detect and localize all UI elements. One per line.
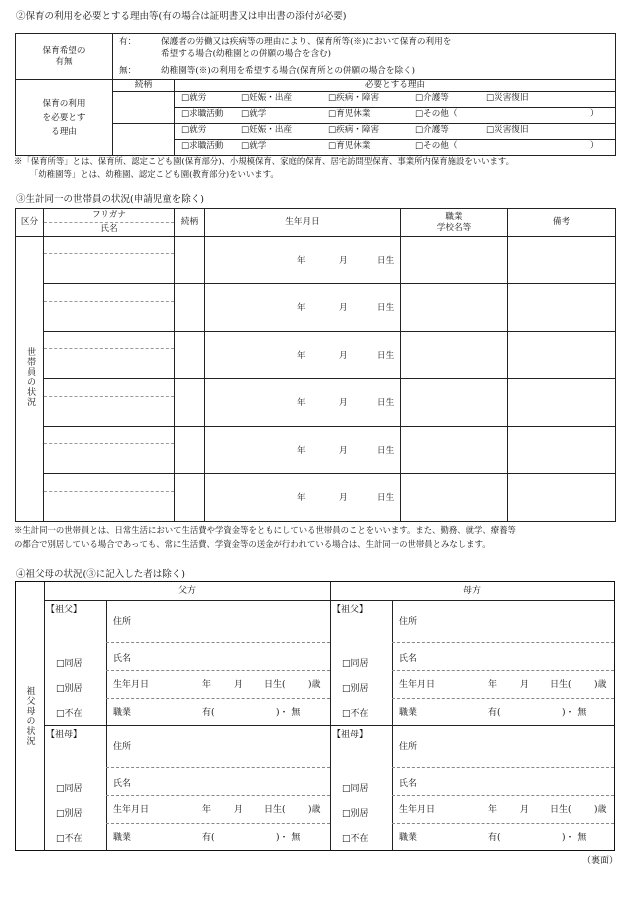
relation-cell-2[interactable]	[113, 124, 175, 156]
father-grandmother-address-field[interactable]: 住所	[106, 725, 330, 768]
father-grandmother-bekkyo-checkbox[interactable]: □別居	[56, 809, 83, 819]
member-relation-2[interactable]	[175, 284, 205, 331]
member-job-3[interactable]	[401, 331, 508, 378]
mother-grandfather-block	[330, 600, 614, 726]
col-kubun: 区分	[16, 209, 44, 237]
member-birth-4[interactable]: 年 月 日生	[205, 379, 401, 426]
member-row	[16, 237, 616, 254]
father-grandmother-job-field[interactable]: 職業 有( )・ 無	[113, 833, 301, 843]
member-furigana-2[interactable]	[44, 284, 175, 301]
mother-grandfather-name-field[interactable]: 氏名	[392, 642, 614, 671]
member-note-4[interactable]	[508, 379, 616, 426]
footer-ura: （裏面）	[582, 856, 619, 866]
member-note-2[interactable]	[508, 284, 616, 331]
yes-text-line2: 希望する場合(幼稚園との併願の場合を含む)	[161, 49, 331, 60]
section2-note1: ※「保育所等」とは、保育所、認定こども園(保育部分)、小規模保育、家庭的保育、居宅訪問型保育、事業所内保育施設をいいます。	[14, 156, 514, 166]
father-grandfather-name-field[interactable]: 氏名	[106, 642, 330, 671]
father-grandfather-dokyo-checkbox[interactable]: □同居	[56, 659, 83, 669]
mother-grandfather-address-field[interactable]: 住所	[392, 600, 614, 643]
member-row	[16, 331, 616, 348]
member-relation-1[interactable]	[175, 237, 205, 284]
mother-grandmother-fuzai-checkbox[interactable]: □不在	[342, 834, 369, 844]
member-furigana-6[interactable]	[44, 474, 175, 491]
col-note: 備考	[508, 209, 616, 237]
father-grandmother-birth-field[interactable]: 生年月日 年 月 日生( )歳	[106, 795, 330, 824]
grandparents-table	[15, 581, 615, 851]
reason-header: 必要とする理由	[175, 80, 616, 92]
section2-title: ②保育の利用を必要とする理由等(有の場合は証明書又は申出書の添付が必要)	[16, 11, 347, 22]
member-furigana-5[interactable]	[44, 426, 175, 443]
father-grandfather-fuzai-checkbox[interactable]: □不在	[56, 709, 83, 719]
member-row	[16, 379, 616, 396]
member-job-6[interactable]	[401, 474, 508, 521]
section2-table	[15, 33, 616, 156]
section2-note2: 「幼稚園等」とは、幼稚園、認定こども園(教育部分)をいいます。	[30, 169, 279, 179]
mother-grandmother-birth-field[interactable]: 生年月日 年 月 日生( )歳	[392, 795, 614, 824]
member-name-4[interactable]	[44, 396, 175, 426]
mother-grandmother-label: 【祖母】	[332, 730, 369, 740]
mother-grandmother-block	[330, 725, 614, 850]
mother-side-header: 母方	[330, 582, 614, 601]
member-row	[16, 474, 616, 491]
member-furigana-4[interactable]	[44, 379, 175, 396]
father-grandmother-dokyo-checkbox[interactable]: □同居	[56, 784, 83, 794]
father-grandmother-fuzai-checkbox[interactable]: □不在	[56, 834, 83, 844]
member-row	[16, 284, 616, 301]
col-name: 氏名	[44, 223, 175, 237]
member-note-3[interactable]	[508, 331, 616, 378]
reason-options-2a[interactable]: □就労 □妊娠・出産 □疾病・障害 □介護等 □災害復旧	[175, 124, 616, 140]
member-name-1[interactable]	[44, 254, 175, 284]
reason-options-1b[interactable]: □求職活動 □就学 □育児休業 □その他（ ）	[175, 108, 616, 124]
mother-grandmother-bekkyo-checkbox[interactable]: □別居	[342, 809, 369, 819]
grandparents-side-label: 祖父母の状況	[16, 582, 45, 850]
section4-title: ④祖父母の状況(③に記入した者は除く)	[16, 569, 185, 580]
reason-options-2b[interactable]: □求職活動 □就学 □育児休業 □その他（ ）	[175, 140, 616, 156]
member-relation-4[interactable]	[175, 379, 205, 426]
reason-options-1a[interactable]: □就労 □妊娠・出産 □疾病・障害 □介護等 □災害復旧	[175, 92, 616, 108]
father-grandfather-address-field[interactable]: 住所	[106, 600, 330, 643]
member-birth-2[interactable]: 年 月 日生	[205, 284, 401, 331]
relation-cell-1[interactable]	[113, 92, 175, 124]
section3-note1: ※生計同一の世帯員とは、日常生活において生活費や学資金等をともにしている世帯員のことをいいます。また、勤務、就学、療養等	[14, 525, 516, 535]
father-grandmother-block	[44, 725, 331, 850]
member-job-4[interactable]	[401, 379, 508, 426]
mother-grandmother-dokyo-checkbox[interactable]: □同居	[342, 784, 369, 794]
member-row	[16, 426, 616, 443]
father-grandfather-bekkyo-checkbox[interactable]: □別居	[56, 684, 83, 694]
father-grandfather-birth-field[interactable]: 生年月日 年 月 日生( )歳	[106, 670, 330, 699]
col-job: 職業 学校名等	[401, 209, 508, 237]
member-name-3[interactable]	[44, 349, 175, 379]
father-grandmother-name-field[interactable]: 氏名	[106, 767, 330, 796]
mother-grandfather-job-field[interactable]: 職業 有( )・ 無	[399, 708, 587, 718]
father-grandmother-label: 【祖母】	[46, 730, 83, 740]
member-relation-6[interactable]	[175, 474, 205, 521]
member-note-1[interactable]	[508, 237, 616, 284]
father-grandfather-label: 【祖父】	[46, 605, 83, 615]
reason-label: 保育の利用 を必要とす る理由	[16, 80, 113, 156]
member-job-5[interactable]	[401, 426, 508, 473]
mother-grandmother-job-field[interactable]: 職業 有( )・ 無	[399, 833, 587, 843]
col-relation: 続柄	[175, 209, 205, 237]
yes-text-line1: 保護者の労働又は疾病等の理由により、保育所等(※)において保育の利用を	[161, 37, 452, 48]
mother-grandfather-fuzai-checkbox[interactable]: □不在	[342, 709, 369, 719]
mother-grandmother-name-field[interactable]: 氏名	[392, 767, 614, 796]
father-grandfather-job-field[interactable]: 職業 有( )・ 無	[113, 708, 301, 718]
member-name-2[interactable]	[44, 301, 175, 331]
member-name-5[interactable]	[44, 444, 175, 474]
member-birth-3[interactable]: 年 月 日生	[205, 331, 401, 378]
mother-grandfather-bekkyo-checkbox[interactable]: □別居	[342, 684, 369, 694]
hope-label: 保育希望の 有無	[16, 34, 113, 80]
yes-label: 有：	[119, 37, 137, 48]
household-side-label: 世帯員の状況	[16, 237, 44, 522]
member-name-6[interactable]	[44, 491, 175, 521]
mother-grandfather-birth-field[interactable]: 生年月日 年 月 日生( )歳	[392, 670, 614, 699]
member-furigana-3[interactable]	[44, 331, 175, 348]
member-furigana-1[interactable]	[44, 237, 175, 254]
mother-grandfather-label: 【祖父】	[332, 605, 369, 615]
member-birth-5[interactable]: 年 月 日生	[205, 426, 401, 473]
col-furigana: フリガナ	[44, 209, 175, 223]
no-label: 無：	[119, 66, 137, 77]
father-side-header: 父方	[44, 582, 331, 601]
member-birth-1[interactable]: 年 月 日生	[205, 237, 401, 284]
mother-grandfather-dokyo-checkbox[interactable]: □同居	[342, 659, 369, 669]
member-note-6[interactable]	[508, 474, 616, 521]
member-relation-3[interactable]	[175, 331, 205, 378]
member-note-5[interactable]	[508, 426, 616, 473]
member-job-2[interactable]	[401, 284, 508, 331]
member-relation-5[interactable]	[175, 426, 205, 473]
section3-title: ③生計同一の世帯員の状況(申請児童を除く)	[16, 194, 204, 205]
col-birth: 生年月日	[205, 209, 401, 237]
section3-note2: の都合で別居している場合であっても、常に生活費、学資金等の送金が行われている場合は、生計同一の世帯員とみなします。	[14, 539, 491, 549]
mother-grandmother-address-field[interactable]: 住所	[392, 725, 614, 768]
father-grandfather-block	[44, 600, 331, 726]
no-text: 幼稚園等(※)の利用を希望する場合(保育所との併願の場合を除く)	[161, 66, 416, 77]
member-birth-6[interactable]: 年 月 日生	[205, 474, 401, 521]
household-table	[15, 208, 616, 522]
relation-header: 続柄	[113, 80, 175, 92]
member-job-1[interactable]	[401, 237, 508, 284]
